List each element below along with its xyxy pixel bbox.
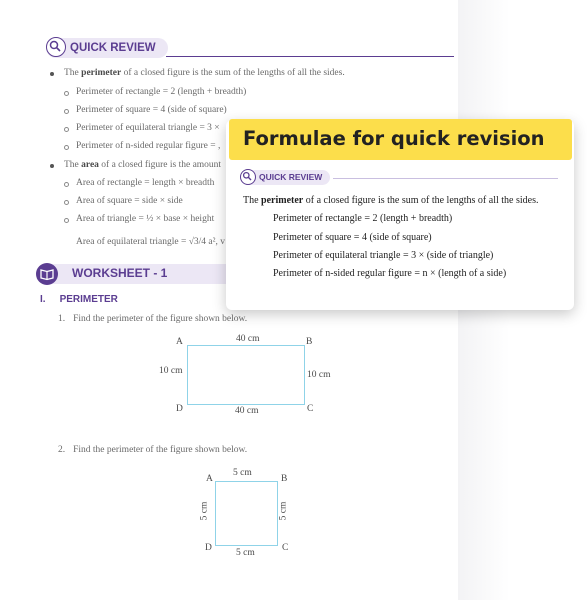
side-label-right: 5 cm xyxy=(278,501,289,521)
side-label-left: 10 cm xyxy=(159,366,183,376)
perimeter-item: Perimeter of equilateral triangle = 3 × xyxy=(76,123,220,133)
perimeter-item: Perimeter of rectangle = 2 (length + breadth) xyxy=(76,87,246,97)
side-label-right: 10 cm xyxy=(307,370,331,380)
card-quick-review-label: QUICK REVIEW xyxy=(259,172,323,182)
vertex-a: A xyxy=(176,337,183,347)
question-1: 1. Find the perimeter of the figure shown below. xyxy=(58,314,248,324)
side-label-bottom: 40 cm xyxy=(235,406,259,416)
quick-review-header xyxy=(46,38,456,60)
book-icon xyxy=(36,263,58,285)
card-rule xyxy=(333,178,558,179)
vertex-d: D xyxy=(205,543,212,553)
area-item: Area of rectangle = length × breadth xyxy=(76,178,214,188)
magnifier-icon xyxy=(240,169,256,185)
area-item: Area of square = side × side xyxy=(76,196,183,206)
square-figure xyxy=(215,481,278,546)
perimeter-bullet: The perimeter of a closed figure is the sum of the lengths of all the sides. xyxy=(64,68,345,78)
card-intro: The perimeter of a closed figure is the sum of the lengths of all the sides. xyxy=(243,195,539,206)
side-label-top: 5 cm xyxy=(233,468,252,478)
area-item: Area of equilateral triangle = √3/4 a², v xyxy=(76,237,225,247)
side-label-top: 40 cm xyxy=(236,334,260,344)
card-formula: Perimeter of equilateral triangle = 3 × (side of triangle) xyxy=(273,250,494,261)
perimeter-item: Perimeter of square = 4 (side of square) xyxy=(76,105,227,115)
perimeter-heading: I. PERIMETER xyxy=(40,294,118,305)
card-formula: Perimeter of square = 4 (side of square) xyxy=(273,232,432,243)
card-formula: Perimeter of n-sided regular figure = n × (length of a side) xyxy=(273,268,507,279)
vertex-a: A xyxy=(206,474,213,484)
magnifier-icon xyxy=(46,37,66,57)
side-label-left: 5 cm xyxy=(199,501,210,521)
area-item: Area of triangle = ½ × base × height xyxy=(76,214,214,224)
question-2: 2. Find the perimeter of the figure shown below. xyxy=(58,445,248,455)
area-bullet: The area of a closed figure is the amount xyxy=(64,160,221,170)
card-formula: Perimeter of rectangle = 2 (length + breadth) xyxy=(273,213,453,224)
worksheet-label: WORKSHEET - 1 xyxy=(72,266,168,280)
quick-review-pill: QUICK REVIEW xyxy=(46,38,168,58)
vertex-d: D xyxy=(176,404,183,414)
vertex-c: C xyxy=(282,543,289,553)
vertex-c: C xyxy=(307,404,314,414)
quick-review-rule xyxy=(166,56,454,57)
vertex-b: B xyxy=(306,337,313,347)
rectangle-figure xyxy=(187,345,305,405)
formula-card-title: Formulae for quick revision xyxy=(243,127,545,150)
side-label-bottom: 5 cm xyxy=(236,548,255,558)
vertex-b: B xyxy=(281,474,288,484)
perimeter-item: Perimeter of n-sided regular figure = , xyxy=(76,141,220,151)
